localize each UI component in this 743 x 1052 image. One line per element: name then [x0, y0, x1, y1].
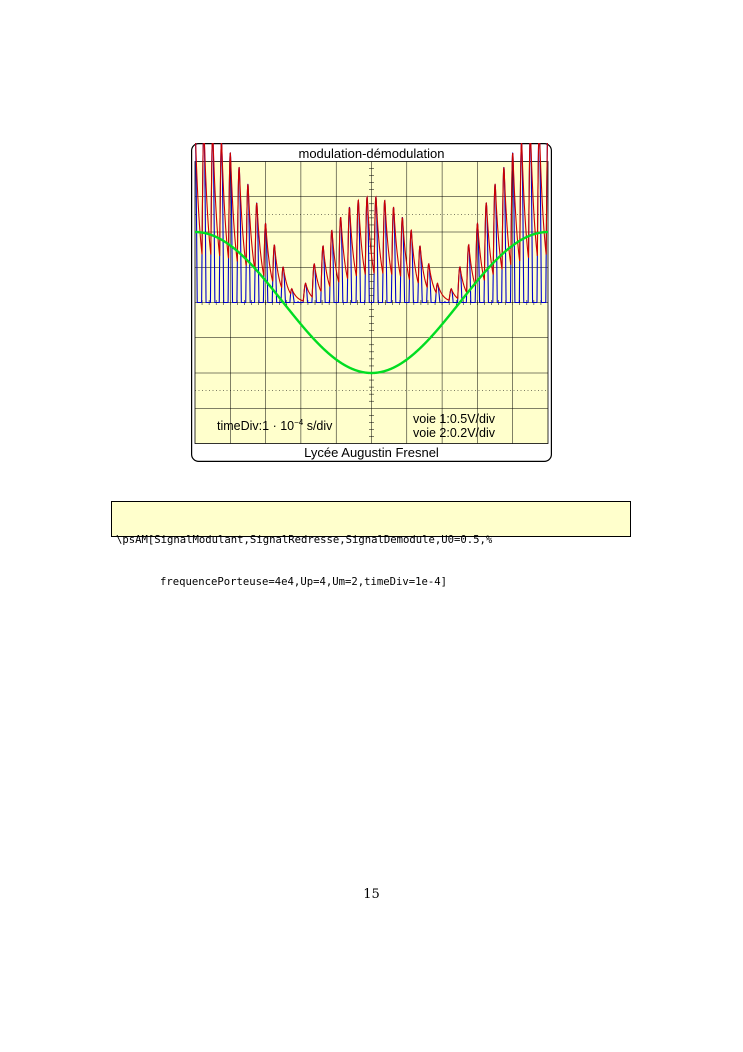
voie1-label: voie 1:0.5V/div [413, 412, 495, 426]
voie2-label: voie 2:0.2V/div [413, 426, 495, 440]
oscilloscope-svg [191, 143, 552, 462]
time-div-unit: s/div [303, 419, 333, 433]
code-line-1: \psAM[SignalModulant,SignalRedresse,SignalDemodule,U0=0.5,% [116, 534, 493, 546]
oscilloscope-figure [191, 143, 552, 462]
time-div-exponent: −4 [294, 418, 304, 427]
code-line-2: frequencePorteuse=4e4,Up=4,Um=2,timeDiv=1e-4] [160, 576, 448, 588]
time-div-prefix: timeDiv:1 · 10 [217, 419, 295, 433]
chart-footer: Lycée Augustin Fresnel [304, 445, 439, 460]
code-listing [111, 501, 631, 588]
page-number: 15 [363, 887, 380, 902]
chart-title: modulation-démodulation [298, 146, 445, 161]
time-div-label [217, 418, 333, 433]
